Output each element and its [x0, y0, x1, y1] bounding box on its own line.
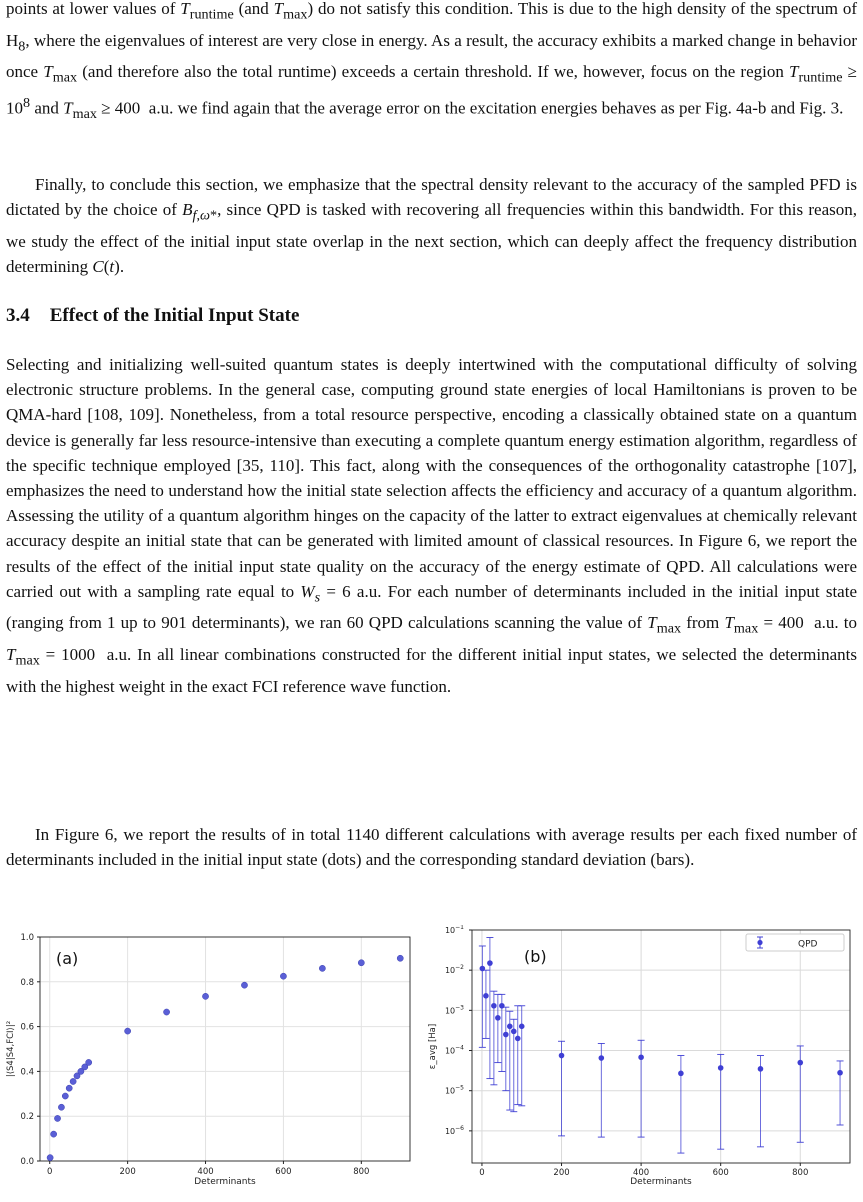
y-tick-label: 0.6 [20, 1022, 34, 1033]
data-point [62, 1093, 68, 1099]
section-title: Effect of the Initial Input State [49, 305, 300, 326]
panel-label: (a) [56, 949, 79, 968]
data-point [125, 1028, 131, 1034]
data-point [280, 973, 286, 979]
x-tick-label: 800 [353, 1167, 370, 1177]
y-tick-label: $10^{-2}$ [444, 964, 464, 976]
data-point [66, 1085, 72, 1091]
data-point [718, 1065, 724, 1071]
data-point [319, 965, 325, 971]
axes-frame [40, 937, 410, 1161]
data-point [638, 1054, 644, 1060]
data-point [397, 955, 403, 961]
y-tick-label: 0.8 [20, 977, 34, 988]
x-tick-label: 800 [792, 1168, 809, 1178]
data-point [511, 1029, 517, 1035]
data-point [491, 1003, 497, 1009]
y-tick-label: $10^{-1}$ [444, 925, 464, 935]
data-point [358, 960, 364, 966]
data-point [678, 1071, 684, 1077]
x-tick-label: 600 [712, 1168, 729, 1178]
data-point [47, 1155, 53, 1161]
y-tick-label: 0.4 [20, 1067, 34, 1078]
data-point [58, 1104, 64, 1110]
data-point [559, 1053, 565, 1059]
data-point [519, 1024, 525, 1030]
legend-label: QPD [798, 939, 818, 950]
data-point [202, 993, 208, 999]
data-point [599, 1055, 605, 1061]
x-tick-label: 400 [632, 1168, 650, 1178]
panel-label: (b) [524, 947, 547, 966]
x-tick-label: 400 [197, 1167, 214, 1177]
y-tick-label: $10^{-6}$ [444, 1124, 464, 1136]
data-point [241, 982, 247, 988]
y-tick-label: 1.0 [20, 933, 34, 943]
x-tick-label: 200 [119, 1167, 136, 1177]
x-tick-label: 0 [47, 1167, 53, 1177]
data-point [837, 1070, 843, 1076]
section-heading [6, 305, 299, 327]
section-number: 3.4 [6, 305, 30, 326]
y-tick-label: 0.0 [20, 1157, 34, 1167]
data-point [503, 1032, 509, 1038]
data-point [54, 1115, 60, 1121]
y-tick-label: $10^{-3}$ [444, 1004, 464, 1016]
y-tick-label: $10^{-5}$ [444, 1084, 464, 1096]
data-point [483, 993, 489, 999]
paragraph-4: In Figure 6, we report the results of in total 1140 different calculations with average results per each fixed number of determinants included in the initial input state (dots) and the corresponding standard deviation (bars). [6, 825, 857, 870]
x-axis-label: Determinants [194, 1177, 256, 1187]
data-point [70, 1078, 76, 1084]
data-point [495, 1015, 501, 1021]
y-tick-label: $10^{-4}$ [444, 1044, 464, 1056]
x-tick-label: 600 [275, 1167, 292, 1177]
data-point [487, 960, 493, 966]
data-point [163, 1009, 169, 1015]
y-axis-label: ε_avg [Ha] [428, 1023, 438, 1070]
data-point [507, 1024, 513, 1030]
y-axis-label: |⟨S4|S4,FCI⟩|² [6, 1020, 16, 1078]
data-point [51, 1131, 57, 1137]
panel-a-chart [6, 933, 410, 1187]
x-tick-label: 0 [479, 1168, 485, 1178]
paragraph-1: points at lower values of $T_{runtime}$ (and $T_{max}$) do not satisfy this condition. This is due to the high density of the spectrum of $H_8$, where the eigenvalues of interest are very close in energy. As a result, the accuracy exhibits a marked change in behavior once $T_{max}$ (and therefore also the total runtime) exceeds a certain threshold. If we, however, focus on the region $T_{runtime} \ge 10^8$ and $T_{max} \ge 400$ a.u. we find again that the average error on the excitation energies behaves as per Fig. 4a-b and Fig. 3. [6, 0, 857, 122]
data-point [758, 1066, 764, 1072]
data-point [499, 1003, 505, 1009]
x-tick-label: 200 [553, 1168, 570, 1178]
paragraph-3: Selecting and initializing well-suited quantum states is deeply intertwined with the computational difficulty of solving electronic structure problems. In the general case, computing ground state energies of local Hamiltonians is proven to be QMA-hard [108, 109]. Nonetheless, from a total resource perspective, encoding a classically obtained state on a quantum device is generally far less resource-intensive than executing a complete quantum energy estimation algorithm, regardless of the specific technique employed [35, 110]. This fact, along with the consequences of the orthogonality catastrophe [107], emphasizes the need to understand how the initial state selection affects the efficiency and accuracy of a quantum algorithm. Assessing the utility of a quantum algorithm hinges on the capacity of the latter to extract eigenvalues at chemically relevant accuracy despite an initial state that can be generated with limited amount of classical resources. In Figure 6, we report the results of the effect of the initial input state quality on the accuracy of the energy estimate of QPD. All calculations were carried out with a sampling rate equal to $W_s = 6$ a.u. For each number of determinants included in the initial input state (ranging from 1 up to 901 determinants), we ran 60 QPD calculations scanning the value of $T_{max}$ from $T_{max} = 400$ a.u. to $T_{max} = 1000$ a.u. In all linear combinations constructed for the different initial input states, we selected the determinants with the highest weight in the exact FCI reference wave function. [6, 355, 858, 696]
legend-marker [757, 940, 762, 945]
data-point [797, 1060, 803, 1066]
y-tick-label: 0.2 [20, 1112, 34, 1123]
figure-6 [0, 925, 863, 1202]
data-point [515, 1036, 521, 1042]
data-point [86, 1059, 92, 1065]
paragraph-2: Finally, to conclude this section, we emphasize that the spectral density relevant to the accuracy of the sampled PFD is dictated by the choice of $B_{f,\omega*}$, since QPD is tasked with recovering all frequencies within this bandwidth. For this reason, we study the effect of the initial input state overlap in the next section, which can deeply affect the frequency distribution determining C(t). [6, 175, 857, 276]
panel-b-chart [428, 925, 850, 1187]
x-axis-label: Determinants [630, 1177, 692, 1187]
